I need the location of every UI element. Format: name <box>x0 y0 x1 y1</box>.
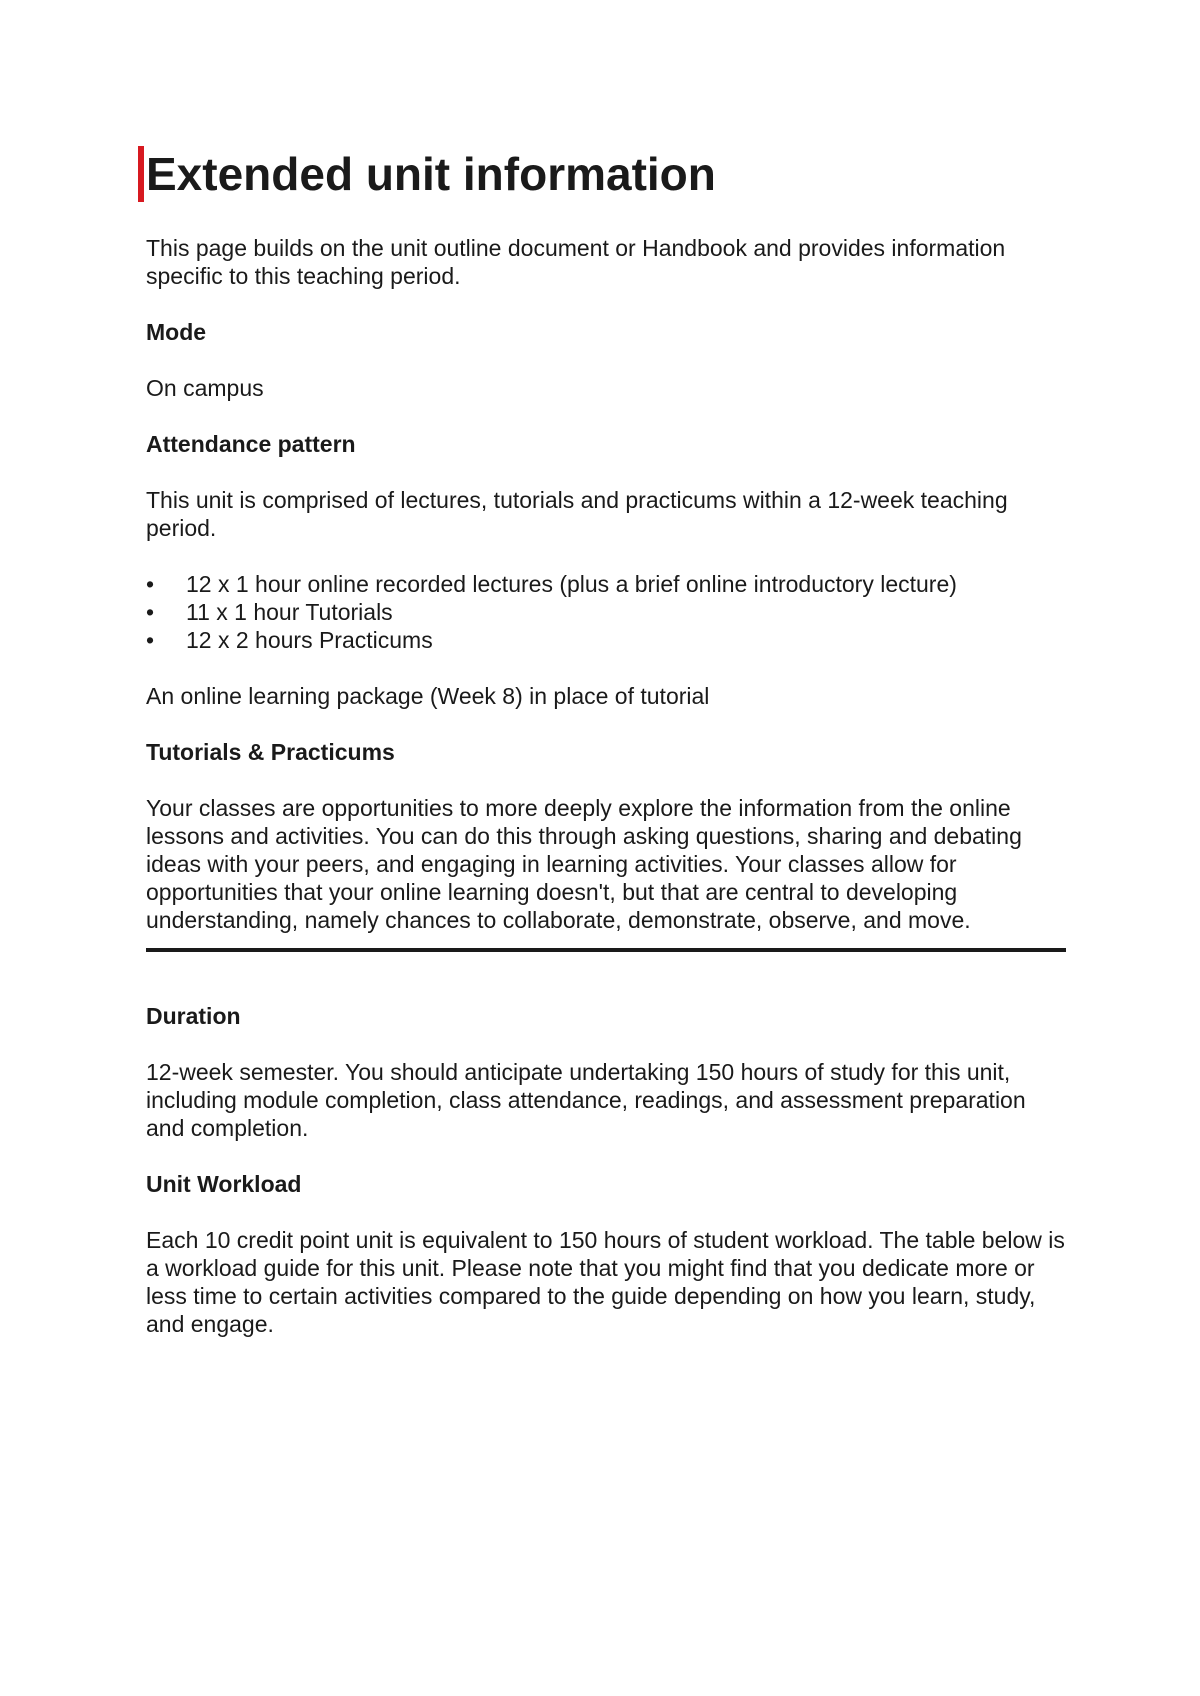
attendance-text: This unit is comprised of lectures, tutorials and practicums within a 12-week teaching period. <box>146 487 1008 541</box>
workload-text: Each 10 credit point unit is equivalent to 150 hours of student workload. The table below is a workload guide for this unit. Please note that you might find that you dedicate more or less time to certain activities compared to the guide depending on how you learn, study, and engage. <box>146 1227 1065 1337</box>
title-accent-bar <box>138 146 144 202</box>
document-page <box>146 140 1066 1366</box>
attendance-list <box>146 570 1066 654</box>
list-item-text: 11 x 1 hour Tutorials <box>186 599 393 625</box>
bullet-icon: • <box>146 599 155 625</box>
mode-value: On campus <box>146 375 264 401</box>
duration-line-2: including module completion, class attendance, readings, and assessment preparation and completion. <box>146 1087 1026 1141</box>
intro-text: This page builds on the unit outline document or Handbook and provides information specific to this teaching period. <box>146 235 1006 289</box>
tutorials-text: Your classes are opportunities to more deeply explore the information from the online lessons and activities. You can do this through asking questions, sharing and debating ideas with your peers, and engaging in learning activities. Your classes allow for opportunities that your online learning doesn't, but that are central to developing understanding, namely chances to collaborate, demonstrate, observe, and move. <box>146 795 1022 933</box>
list-item <box>146 626 1066 654</box>
list-item <box>146 570 1066 598</box>
page-title: Extended unit information <box>146 148 716 200</box>
title-row <box>146 140 1066 208</box>
attendance-note: An online learning package (Week 8) in place of tutorial <box>146 683 710 709</box>
tutorials-heading: Tutorials & Practicums <box>146 739 395 765</box>
duration-heading: Duration <box>146 1003 241 1029</box>
attendance-heading: Attendance pattern <box>146 431 356 457</box>
list-item-text: 12 x 1 hour online recorded lectures (plus a brief online introductory lecture) <box>186 571 957 597</box>
bullet-icon: • <box>146 627 155 653</box>
workload-heading: Unit Workload <box>146 1171 302 1197</box>
bullet-icon: • <box>146 571 155 597</box>
section-divider <box>146 948 1066 952</box>
list-item <box>146 598 1066 626</box>
mode-heading: Mode <box>146 319 207 345</box>
duration-line-1: 12-week semester. You should anticipate undertaking 150 hours of study for this unit, <box>146 1059 1011 1085</box>
list-item-text: 12 x 2 hours Practicums <box>186 627 433 653</box>
